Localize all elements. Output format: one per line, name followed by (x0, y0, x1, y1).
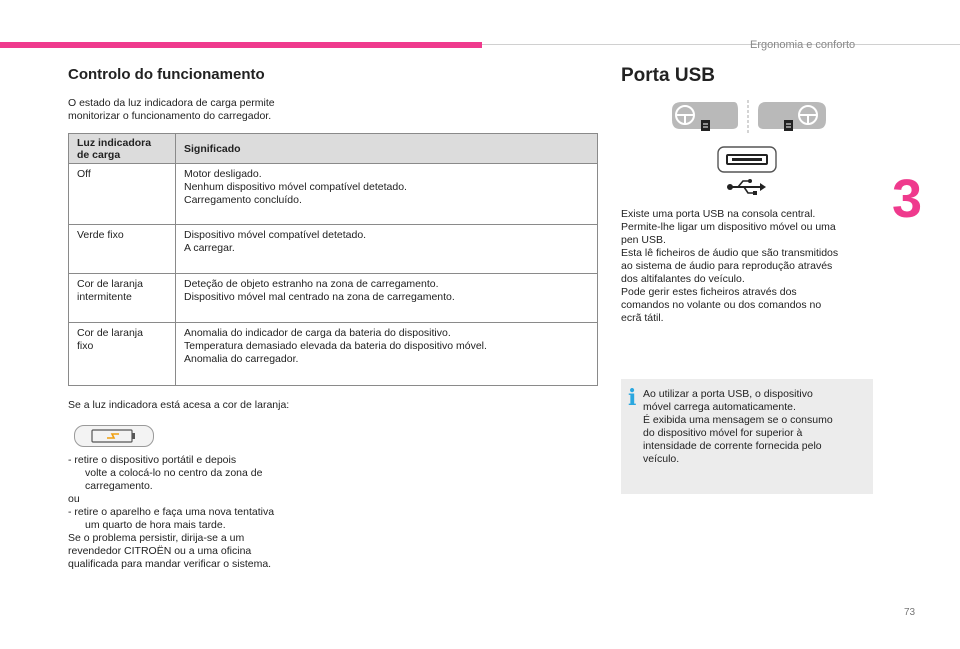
steering-wheel-lhd-icon (672, 102, 738, 131)
header-line: Luz indicadora (77, 136, 152, 149)
step-or: ou (68, 493, 80, 505)
usb-line: Pode gerir estes ficheiros através dos (621, 286, 797, 298)
cell-line: Verde fixo (77, 229, 124, 241)
battery-charging-icon (91, 429, 137, 443)
header-rule (482, 44, 960, 45)
info-icon: i (628, 385, 637, 411)
section-heading-control: Controlo do funcionamento (68, 66, 265, 83)
usb-line: ao sistema de áudio para reprodução através (621, 260, 833, 272)
cell-line: Carregamento concluído. (184, 194, 302, 206)
step-line: um quarto de hora mais tarde. (85, 519, 226, 531)
step-line: - retire o aparelho e faça uma nova tentativa (68, 506, 275, 518)
closing-line: qualificada para mandar verificar o sistema. (68, 558, 272, 570)
troubleshooting-steps (68, 454, 338, 571)
table-cell-meaning (176, 274, 598, 323)
step-line: volte a colocá-lo no centro da zona de (85, 467, 263, 479)
steering-wheel-rhd-icon (758, 102, 826, 131)
table-cell-state (69, 274, 176, 323)
chapter-number: 3 (892, 169, 923, 229)
cell-line: A carregar. (184, 242, 235, 254)
closing-line: Se o problema persistir, dirija-se a um (68, 532, 245, 544)
usb-line: pen USB. (621, 234, 666, 246)
info-line: móvel carrega automaticamente. (643, 401, 796, 413)
usb-symbol-icon (727, 179, 766, 195)
intro-paragraph (68, 97, 358, 123)
table-cell-state (69, 323, 176, 386)
cell-line: Dispositivo móvel mal centrado na zona de carregamento. (184, 291, 455, 303)
table-cell-meaning (176, 225, 598, 274)
intro-line: O estado da luz indicadora de carga permite (68, 97, 275, 109)
usb-line: ecrã tátil. (621, 312, 664, 324)
cell-line: Dispositivo móvel compatível detetado. (184, 229, 367, 241)
cell-line: Off (77, 168, 91, 180)
intro-line: monitorizar o funcionamento do carregador. (68, 110, 272, 122)
usb-port-icon (718, 147, 776, 172)
table-row (69, 164, 598, 225)
step-item (68, 454, 338, 493)
cell-line: Cor de laranja (77, 278, 143, 290)
header-line: de carga (77, 148, 121, 161)
cell-line: Deteção de objeto estranho na zona de carregamento. (184, 278, 439, 290)
section-heading-usb: Porta USB (621, 65, 715, 86)
section-title: Ergonomia e conforto (750, 39, 856, 51)
info-line: veículo. (643, 453, 680, 465)
table-row (69, 274, 598, 323)
page-number: 73 (904, 607, 916, 618)
usb-line: comandos no volante ou dos comandos no (621, 299, 822, 311)
table-cell-meaning (176, 323, 598, 386)
info-box (621, 379, 873, 494)
info-text (643, 388, 865, 466)
table-header-meaning (176, 134, 598, 164)
table-cell-state (69, 164, 176, 225)
table-header-indicator (69, 134, 176, 164)
usb-line: dos altifalantes do veículo. (621, 273, 745, 285)
cell-line: Cor de laranja (77, 327, 143, 339)
cell-line: Temperatura demasiado elevada da bateria do dispositivo móvel. (184, 340, 487, 352)
charge-indicator-table (68, 133, 598, 386)
usb-line: Existe uma porta USB na consola central. (621, 208, 816, 220)
cell-line: Anomalia do carregador. (184, 353, 299, 365)
table-row (69, 323, 598, 386)
step-item (68, 506, 338, 532)
info-line: intensidade de corrente fornecida pelo (643, 440, 822, 452)
closing-line: revendedor CITROËN ou a uma oficina (68, 545, 252, 557)
usb-line: Permite-lhe ligar um dispositivo móvel ou uma (621, 221, 836, 233)
cell-line: intermitente (77, 291, 132, 303)
table-row (69, 225, 598, 274)
cell-line: fixo (77, 340, 94, 352)
usb-description (621, 208, 877, 325)
step-line: - retire o dispositivo portátil e depois (68, 454, 237, 466)
info-line: É exibida uma mensagem se o consumo (643, 414, 833, 426)
usb-location-illustration (668, 98, 830, 198)
orange-light-note: Se a luz indicadora está acesa a cor de laranja: (68, 399, 290, 411)
table-cell-state (69, 225, 176, 274)
header-line: Significado (184, 142, 241, 155)
cell-line: Anomalia do indicador de carga da bateria do dispositivo. (184, 327, 451, 339)
info-line: Ao utilizar a porta USB, o dispositivo (643, 388, 813, 400)
table-header-row (69, 134, 598, 164)
header-accent-bar (0, 42, 482, 48)
step-line: carregamento. (85, 480, 153, 492)
cell-line: Motor desligado. (184, 168, 262, 180)
info-line: do dispositivo móvel for superior à (643, 427, 803, 439)
cell-line: Nenhum dispositivo móvel compatível detetado. (184, 181, 407, 193)
usb-line: Esta lê ficheiros de áudio que são transmitidos (621, 247, 839, 259)
charge-indicator-pill (74, 425, 154, 447)
table-cell-meaning (176, 164, 598, 225)
